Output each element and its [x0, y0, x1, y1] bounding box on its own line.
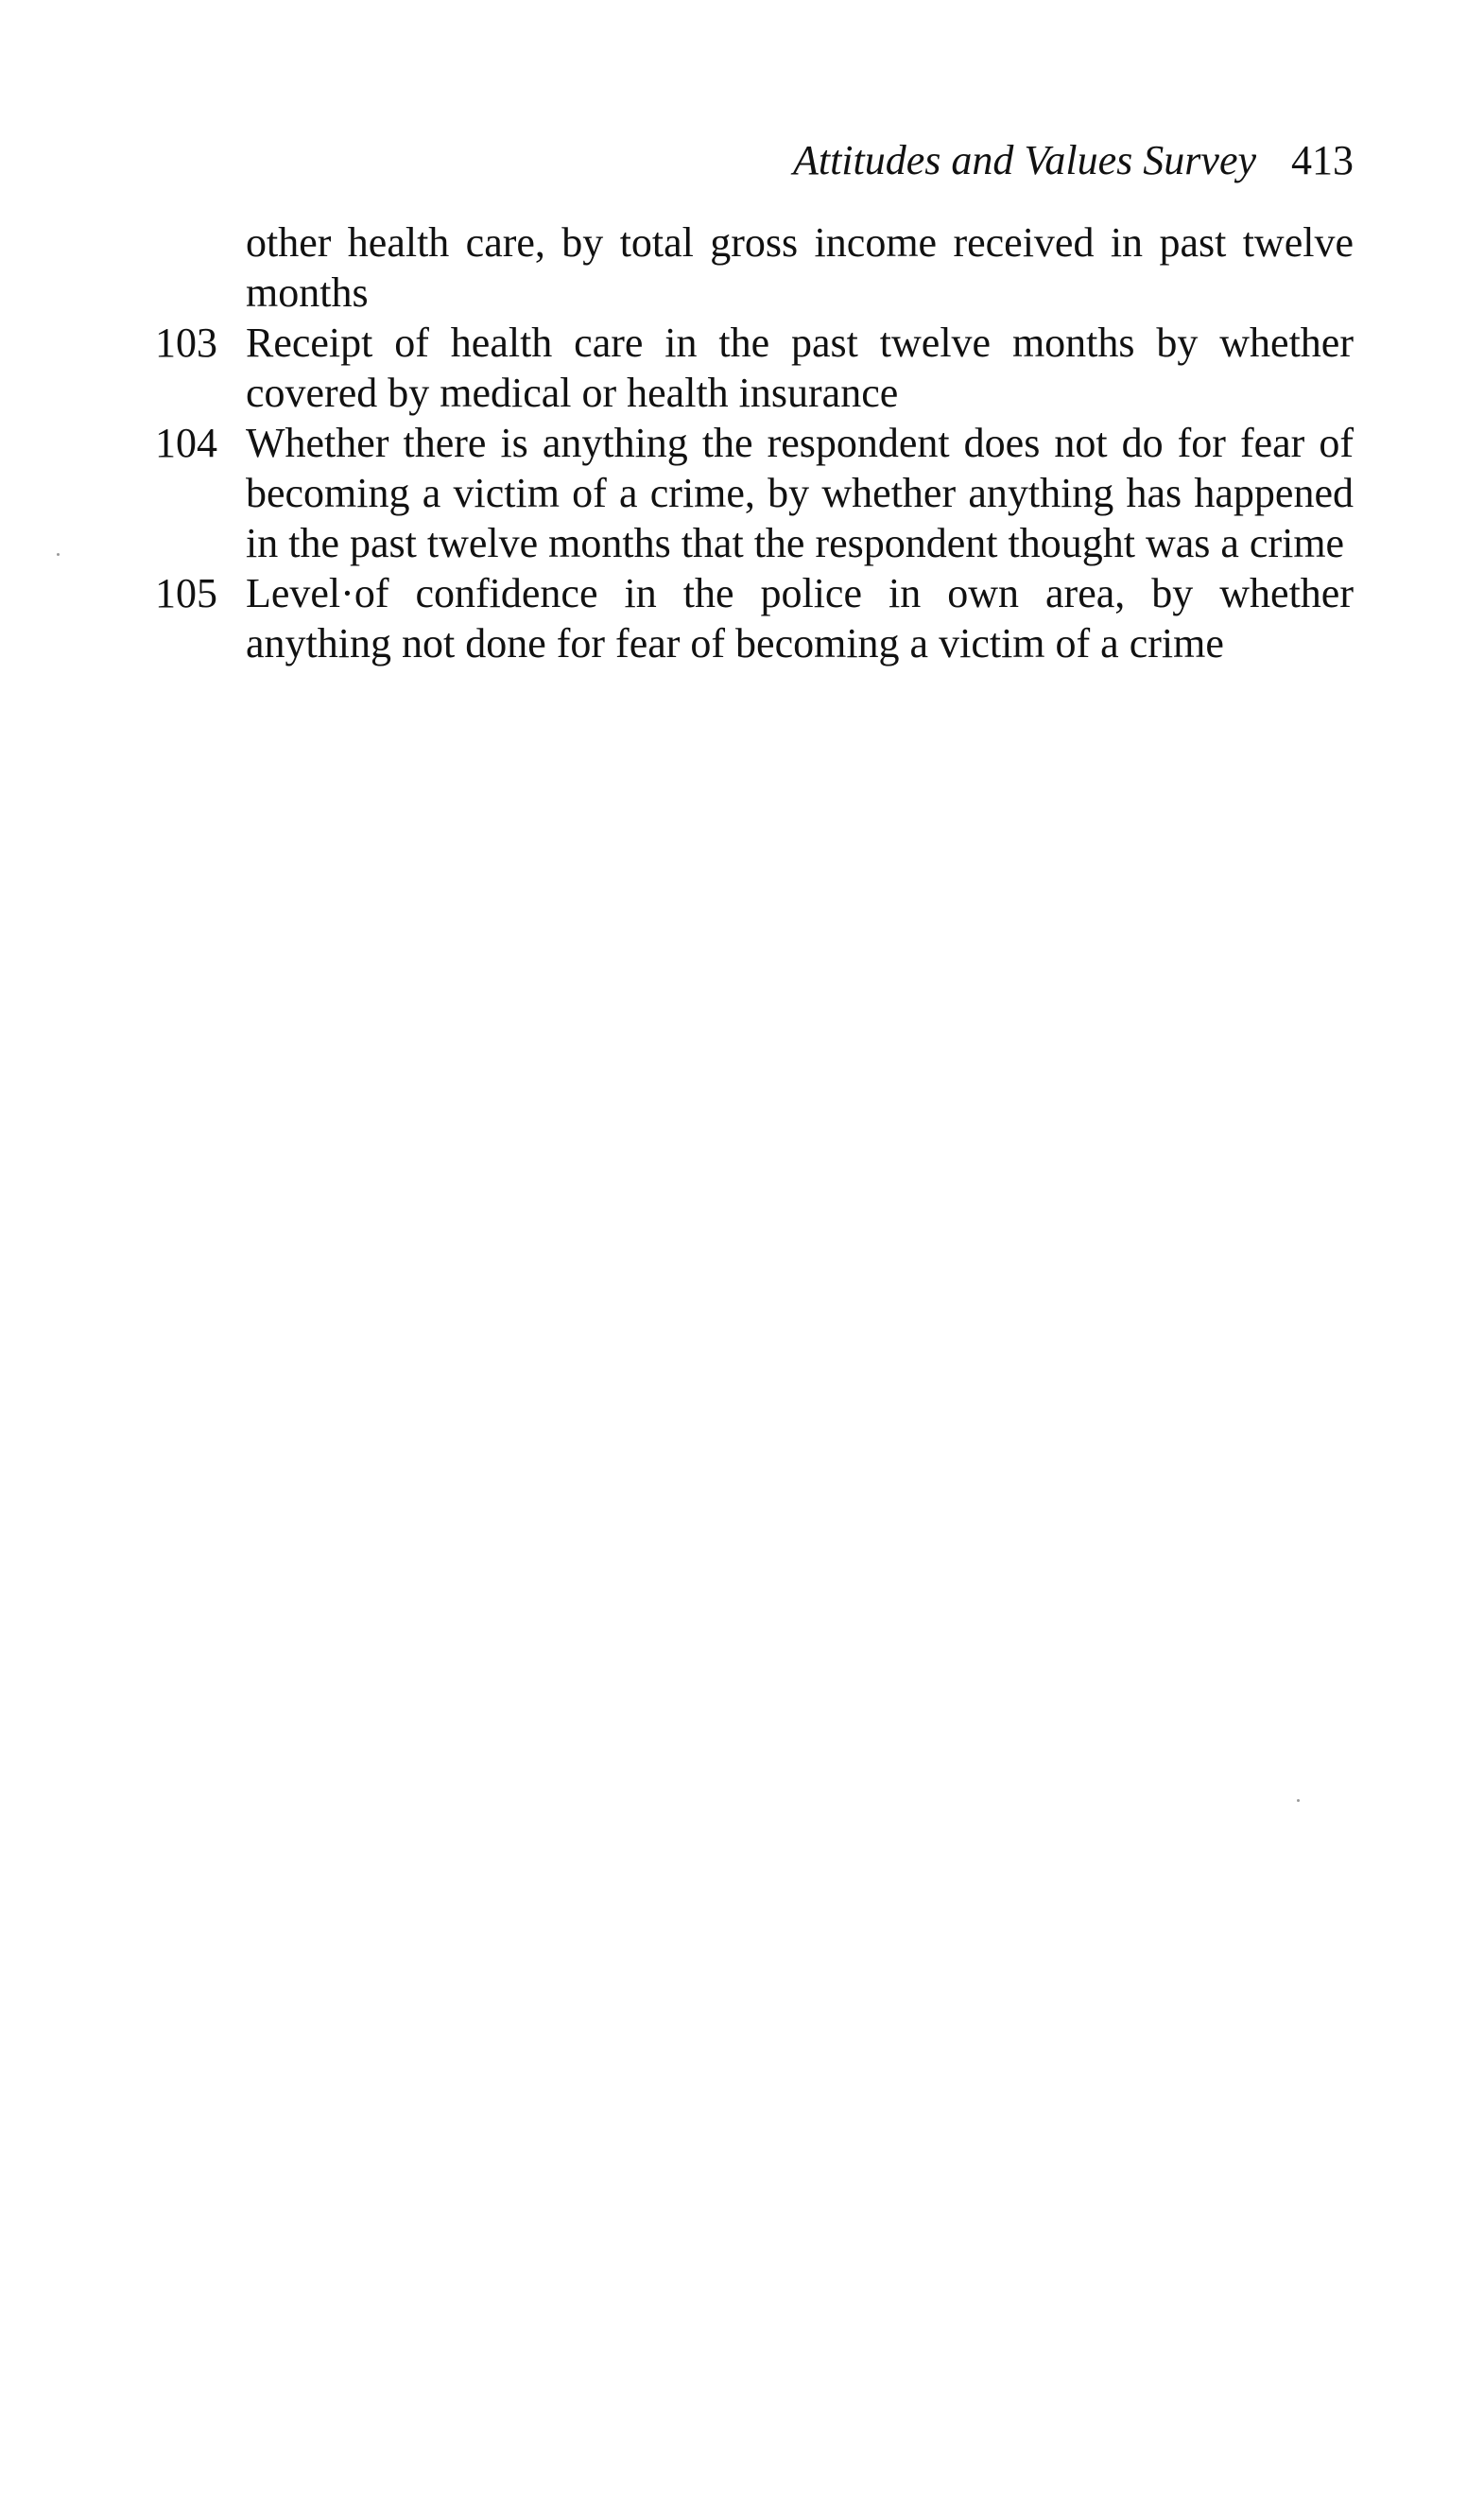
list-item-105	[151, 568, 1354, 668]
page-number: 413	[1291, 137, 1354, 183]
list-item-continuation	[151, 217, 1354, 318]
entry-text: other health care, by total gross income received in past twelve months	[246, 219, 1354, 316]
entry-text: Level·of confidence in the police in own area, by whether anything not done for fear of becoming a victim of a crime	[246, 570, 1354, 667]
entry-text: Whether there is anything the respondent does not do for fear of becoming a victim of a crime, by whether anything has happened in the past twelve months that the respondent thought was a crime	[246, 420, 1354, 566]
list-item-103	[151, 318, 1354, 418]
entry-number: 104	[155, 420, 217, 466]
scan-speck	[1297, 1799, 1300, 1802]
entry-list	[151, 217, 1354, 668]
entry-text: Receipt of health care in the past twelve months by whether covered by medical or health insurance	[246, 320, 1354, 416]
running-head-title: Attitudes and Values Survey	[792, 137, 1256, 183]
scan-speck	[57, 553, 60, 556]
running-head	[246, 132, 1354, 189]
list-item-104	[151, 418, 1354, 568]
entry-number: 103	[155, 320, 217, 366]
entry-number: 105	[155, 570, 217, 616]
